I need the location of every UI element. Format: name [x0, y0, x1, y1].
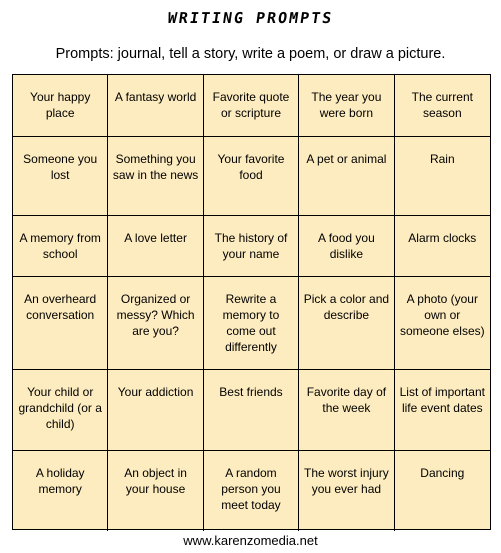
prompt-cell: Pick a color and describe — [299, 277, 394, 370]
prompt-cell: Something you saw in the news — [108, 137, 203, 216]
prompt-cell: Your happy place — [13, 75, 108, 137]
prompt-cell: A memory from school — [13, 216, 108, 277]
prompt-cell: The year you were born — [299, 75, 394, 137]
page-title: WRITING PROMPTS — [166, 9, 335, 27]
prompt-grid — [12, 74, 491, 530]
prompt-cell: Favorite day of the week — [299, 370, 394, 451]
prompt-cell: A random person you meet today — [204, 451, 299, 531]
page-subtitle: Prompts: journal, tell a story, write a poem, or draw a picture. — [55, 46, 446, 62]
prompt-cell: List of important life event dates — [395, 370, 490, 451]
prompt-cell: A holiday memory — [13, 451, 108, 531]
prompt-cell: A fantasy world — [108, 75, 203, 137]
prompt-cell: Rewrite a memory to come out differently — [204, 277, 299, 370]
prompt-cell: An object in your house — [108, 451, 203, 531]
prompt-cell: The history of your name — [204, 216, 299, 277]
prompt-cell: Your addiction — [108, 370, 203, 451]
prompt-cell: A food you dislike — [299, 216, 394, 277]
prompt-cell: A love letter — [108, 216, 203, 277]
prompt-cell: A photo (your own or someone elses) — [395, 277, 490, 370]
prompt-cell: Favorite quote or scripture — [204, 75, 299, 137]
prompt-cell: Someone you lost — [13, 137, 108, 216]
prompt-cell: Best friends — [204, 370, 299, 451]
prompt-cell: Your child or grandchild (or a child) — [13, 370, 108, 451]
prompt-cell: The current season — [395, 75, 490, 137]
prompt-cell: Organized or messy? Which are you? — [108, 277, 203, 370]
prompt-cell: A pet or animal — [299, 137, 394, 216]
prompt-cell: Dancing — [420, 466, 465, 480]
footer-url: www.karenzomedia.net — [183, 533, 318, 548]
prompt-cell: An overheard conversation — [13, 277, 108, 370]
prompt-cell: Rain — [395, 137, 490, 216]
prompt-cell: The worst injury you ever had — [299, 451, 394, 531]
prompt-cell: Alarm clocks — [395, 216, 490, 277]
prompt-cell: Your favorite food — [204, 137, 299, 216]
